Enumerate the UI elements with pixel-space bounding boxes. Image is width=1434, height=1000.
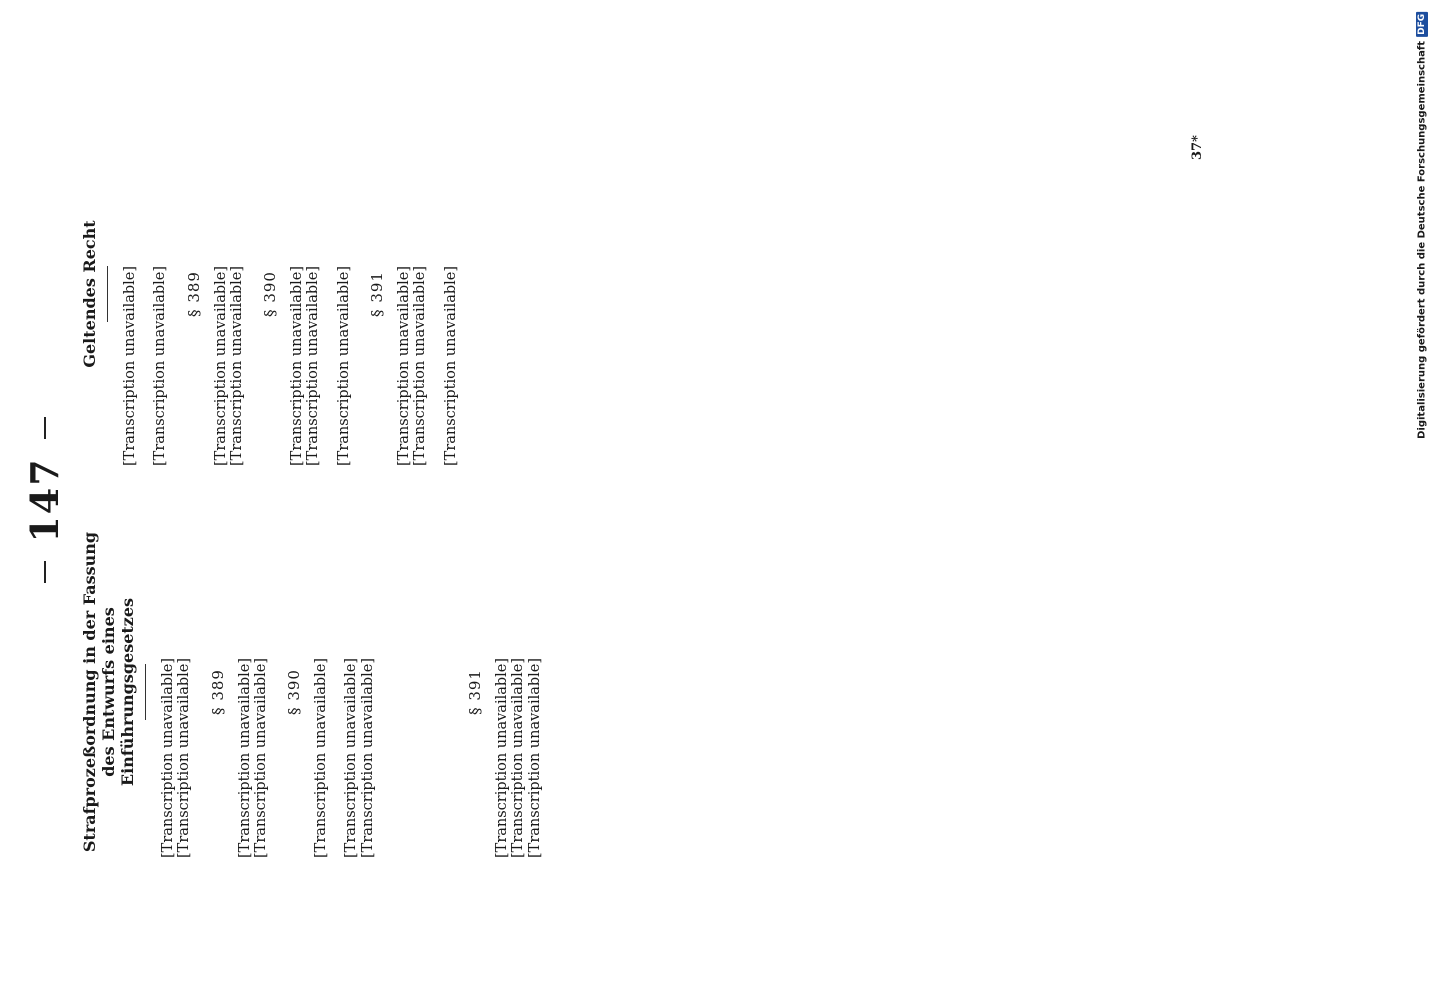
running-head bbox=[22, 0, 67, 1000]
paragraph: [Transcription unavailable] bbox=[212, 265, 229, 466]
paragraph: [Transcription unavailable] bbox=[494, 657, 511, 858]
paragraph: [Transcription unavailable] bbox=[510, 657, 527, 858]
column-heading-draft bbox=[80, 512, 137, 872]
column-heading-current-law bbox=[80, 108, 99, 480]
paragraph: [Transcription unavailable] bbox=[335, 265, 352, 466]
paragraph: [Transcription unavailable] bbox=[396, 265, 413, 466]
section-heading-389: § 389 bbox=[208, 669, 227, 715]
heading-rule bbox=[107, 266, 108, 322]
paragraph: [Transcription unavailable] bbox=[152, 265, 169, 466]
paragraph: [Transcription unavailable] bbox=[228, 265, 245, 466]
dash-left bbox=[44, 561, 46, 583]
dfg-logo-icon: DFG bbox=[1417, 14, 1427, 36]
section-heading-390: § 390 bbox=[261, 271, 280, 317]
column-draft-version bbox=[80, 512, 543, 872]
digitization-credit-text: Digitalisierung gefördert durch die Deutsche Forschungsgemeinschaft bbox=[1416, 41, 1428, 439]
section-heading-389: § 389 bbox=[184, 271, 203, 317]
digitization-credit-line bbox=[1416, 12, 1428, 439]
paragraph: [Transcription unavailable] bbox=[412, 265, 429, 466]
column-heading-line-2: des Entwurfs eines Einführungsgesetzes bbox=[99, 597, 137, 787]
paragraph: [Transcription unavailable] bbox=[160, 657, 176, 858]
paragraph: [Transcription unavailable] bbox=[442, 265, 459, 466]
page-number: 147 bbox=[22, 457, 67, 543]
paragraph: [Transcription unavailable] bbox=[252, 657, 269, 858]
paragraph: [Transcription unavailable] bbox=[122, 265, 138, 466]
paragraph: [Transcription unavailable] bbox=[526, 657, 543, 858]
digitization-credit bbox=[1408, 0, 1434, 1000]
heading-rule bbox=[145, 664, 146, 720]
column-current-law bbox=[80, 108, 459, 480]
paragraph: [Transcription unavailable] bbox=[343, 657, 360, 858]
paragraph: [Transcription unavailable] bbox=[176, 657, 193, 858]
paragraph: [Transcription unavailable] bbox=[305, 265, 322, 466]
paragraph: [Transcription unavailable] bbox=[289, 265, 306, 466]
column-heading-line-1: Geltendes Recht bbox=[80, 220, 99, 368]
section-heading-391: § 391 bbox=[466, 669, 485, 715]
column-heading-line-1: Strafprozeßordnung in der Fassung bbox=[80, 531, 99, 853]
dash-right bbox=[44, 417, 46, 439]
paragraph: [Transcription unavailable] bbox=[359, 657, 376, 858]
printer-signature: 37* bbox=[1190, 135, 1205, 160]
paragraph: [Transcription unavailable] bbox=[313, 657, 330, 858]
paragraph: [Transcription unavailable] bbox=[236, 657, 253, 858]
section-heading-391: § 391 bbox=[368, 271, 387, 317]
section-heading-390: § 390 bbox=[285, 669, 304, 715]
